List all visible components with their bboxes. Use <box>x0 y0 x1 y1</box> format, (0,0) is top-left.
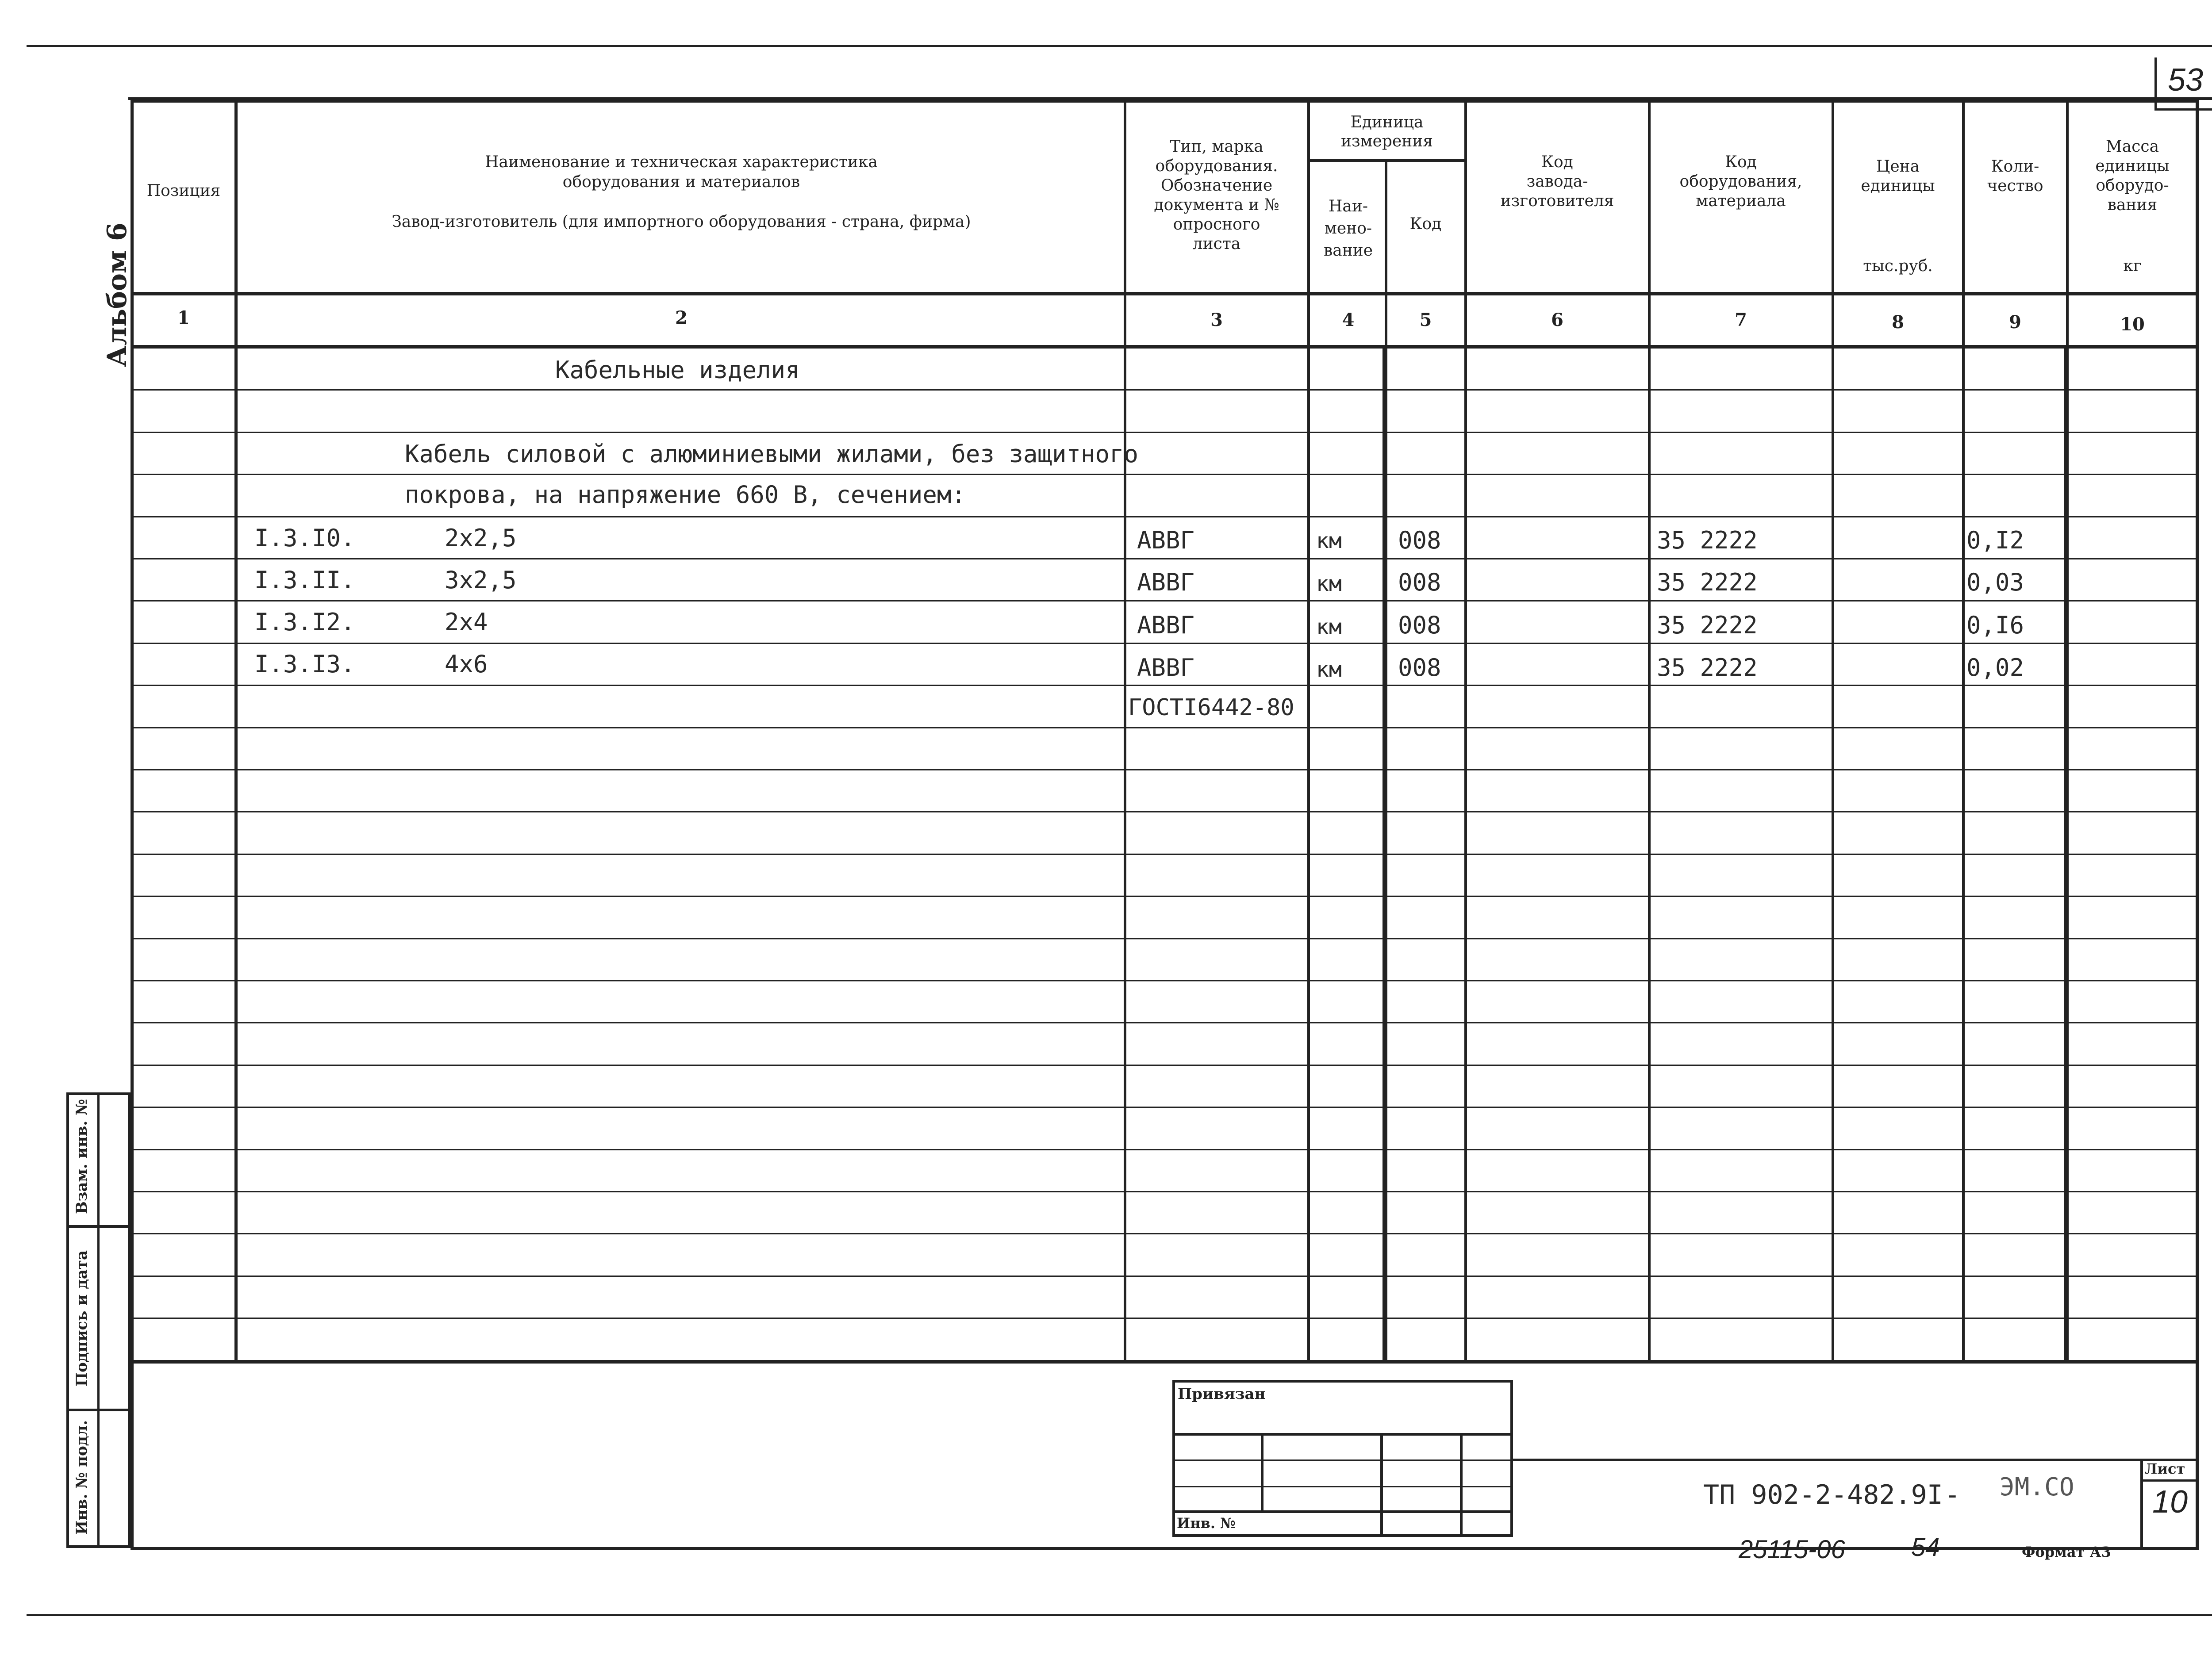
colnum-5: 5 <box>1419 310 1432 330</box>
tb-vline-2 <box>1380 1433 1383 1537</box>
col-divider-3 <box>1307 100 1310 1362</box>
header-col6-l1: Код <box>1541 153 1573 171</box>
tb-vline-1 <box>1261 1433 1263 1510</box>
body-row-line <box>131 600 2199 601</box>
header-col4-l3: вание <box>1323 241 1373 260</box>
header-col8-unit: тыс.руб. <box>1863 257 1933 275</box>
header-col3-l3: Обозначение <box>1160 176 1273 195</box>
body-row-line <box>131 643 2199 644</box>
album-label: Альбом 6 <box>102 222 133 367</box>
colnum-7: 7 <box>1735 310 1747 330</box>
header-col7-l3: материала <box>1696 192 1786 210</box>
row-3-type: АВВГ <box>1137 611 1195 639</box>
header-unit-group-l1: Единица <box>1350 113 1424 131</box>
body-row-line <box>131 558 2199 559</box>
row-4-material-code: 35 2222 <box>1657 654 1758 682</box>
colnum-1: 1 <box>177 307 190 328</box>
row-2-section: 3х2,5 <box>445 566 517 594</box>
title-block-doc-suffix: ЭМ.СО <box>2000 1473 2074 1502</box>
body-row-line <box>131 811 2199 812</box>
row-2-material-code: 35 2222 <box>1657 568 1758 596</box>
header-col9-l2: чество <box>1987 177 2043 195</box>
colnum-8: 8 <box>1892 312 1904 333</box>
body-row-line <box>131 1276 2199 1277</box>
colnum-6: 6 <box>1551 310 1563 330</box>
row-3-pos: I.3.I2. <box>254 608 355 636</box>
header-col3-l2: оборудования. <box>1155 157 1278 175</box>
side-stamp-inv: Инв. № подл. <box>73 1420 91 1535</box>
body-row-line <box>131 389 2199 391</box>
frame-top-line <box>27 45 2212 47</box>
body-row-line <box>131 854 2199 855</box>
description-line2: покрова, на напряжение 660 В, сечением: <box>405 481 966 509</box>
page-number: 53 <box>2167 62 2204 98</box>
header-col5: Код <box>1409 215 1442 233</box>
header-col3-l5: опросного <box>1173 215 1260 234</box>
body-row-line <box>131 1318 2199 1319</box>
section-title: Кабельные изделия <box>555 356 800 384</box>
header-col3-l6: листа <box>1192 235 1241 253</box>
footer-archive-page: 54 <box>1911 1533 1940 1562</box>
body-row-line <box>131 896 2199 897</box>
header-col4-l2: мено- <box>1324 219 1372 238</box>
body-bottom-line <box>131 1360 2199 1364</box>
header-col3-l1: Тип, марка <box>1170 138 1263 156</box>
row-2-pos: I.3.II. <box>254 566 355 594</box>
header-col8-l1: Цена <box>1876 157 1920 176</box>
header-unit-group-l2: измерения <box>1341 132 1433 150</box>
col-divider-1 <box>234 100 238 1362</box>
body-row-line <box>131 516 2199 517</box>
row-4-qty: 0,02 <box>1966 654 2024 682</box>
body-row-line <box>131 980 2199 981</box>
colnum-4: 4 <box>1342 310 1355 330</box>
standard-designation: ГОСТI6442-80 <box>1128 694 1294 721</box>
row-1-code: 008 <box>1398 526 1441 554</box>
tb-sheet-divider <box>2140 1459 2143 1547</box>
body-row-line <box>131 1233 2199 1234</box>
body-row-line <box>131 1065 2199 1066</box>
colnum-10: 10 <box>2120 314 2145 335</box>
header-col2-line2: оборудования и материалов <box>562 173 800 191</box>
side-stamp-vzam: Взам. инв. № <box>73 1099 91 1214</box>
footer-format: Формат А3 <box>2022 1544 2111 1560</box>
body-row-line <box>131 727 2199 728</box>
title-block-doc-code: ТП 902-2-482.9I <box>1703 1479 1943 1510</box>
row-1-qty: 0,I2 <box>1966 526 2024 554</box>
row-3-unit: км <box>1316 615 1342 640</box>
header-col4-l1: Наи- <box>1328 197 1368 215</box>
row-3-material-code: 35 2222 <box>1657 611 1758 639</box>
body-row-line <box>131 769 2199 770</box>
header-col2-line3: Завод-изготовитель (для импортного оборудования - страна, фирма) <box>392 213 971 231</box>
header-col2-line1: Наименование и техническая характеристика <box>485 153 878 171</box>
body-row-line <box>131 938 2199 939</box>
col-divider-2 <box>1124 100 1126 1362</box>
row-3-qty: 0,I6 <box>1966 611 2024 639</box>
description-line1: Кабель силовой с алюминиевыми жилами, без защитного <box>405 440 1139 468</box>
header-col10-l4: вания <box>2107 196 2158 214</box>
body-row-line <box>131 1149 2199 1150</box>
row-2-unit: км <box>1316 571 1342 596</box>
header-bottom-line <box>131 292 2199 295</box>
colnum-9: 9 <box>2009 312 2021 333</box>
row-2-qty: 0,03 <box>1966 568 2024 596</box>
body-row-line <box>131 685 2199 686</box>
row-1-material-code: 35 2222 <box>1657 526 1758 554</box>
header-col7-l2: оборудования, <box>1679 172 1802 191</box>
row-4-code: 008 <box>1398 654 1441 682</box>
colnum-2: 2 <box>675 307 687 328</box>
title-block-privyazan-label: Привязан <box>1178 1385 1266 1403</box>
header-col8-l2: единицы <box>1861 177 1935 195</box>
title-block-doc-dash: - <box>1944 1479 1961 1510</box>
tb-doc-top-line <box>1513 1459 2199 1461</box>
row-4-section: 4х6 <box>445 650 488 678</box>
title-block-sheet-number: 10 <box>2152 1484 2188 1520</box>
side-stamp-vdiv <box>97 1092 100 1548</box>
body-row-line <box>131 1022 2199 1023</box>
body-row-line <box>131 1107 2199 1108</box>
body-row-line <box>131 1191 2199 1192</box>
header-col10-l3: оборудо- <box>2096 176 2169 195</box>
row-1-section: 2х2,5 <box>445 524 517 552</box>
header-col10-l2: единицы <box>2095 157 2170 175</box>
row-4-pos: I.3.I3. <box>254 650 355 678</box>
row-1-type: АВВГ <box>1137 526 1195 554</box>
header-col6-l3: изготовителя <box>1500 192 1614 210</box>
header-col6-l2: завода- <box>1526 172 1588 191</box>
header-col1: Позиция <box>146 182 221 200</box>
row-3-section: 2х4 <box>445 608 488 636</box>
row-1-pos: I.3.I0. <box>254 524 355 552</box>
header-col7-l1: Код <box>1725 153 1757 171</box>
row-2-code: 008 <box>1398 568 1441 596</box>
tb-sheet-label-line <box>2140 1479 2199 1482</box>
header-col10-unit: кг <box>2123 257 2142 275</box>
side-stamp-podpis: Подпись и дата <box>73 1250 91 1387</box>
tb-vline-3 <box>1460 1433 1463 1537</box>
row-3-code: 008 <box>1398 611 1441 639</box>
unit-group-line <box>1307 159 1467 162</box>
body-row-line <box>131 432 2199 433</box>
body-row-line <box>131 474 2199 475</box>
frame-bottom-line <box>27 1614 2212 1616</box>
colnum-3: 3 <box>1210 310 1223 330</box>
header-col10-l1: Масса <box>2105 138 2159 156</box>
row-2-type: АВВГ <box>1137 568 1195 596</box>
row-4-unit: км <box>1316 657 1342 682</box>
footer-archive-number: 25115-06 <box>1739 1535 1845 1564</box>
row-4-type: АВВГ <box>1137 654 1195 682</box>
header-col9-l1: Коли- <box>1991 157 2039 176</box>
title-block-sheet-label: Лист <box>2145 1460 2185 1477</box>
title-block-inv-label: Инв. № <box>1177 1515 1236 1532</box>
row-1-unit: км <box>1316 529 1342 553</box>
header-col3-l4: документа и № <box>1154 196 1279 214</box>
